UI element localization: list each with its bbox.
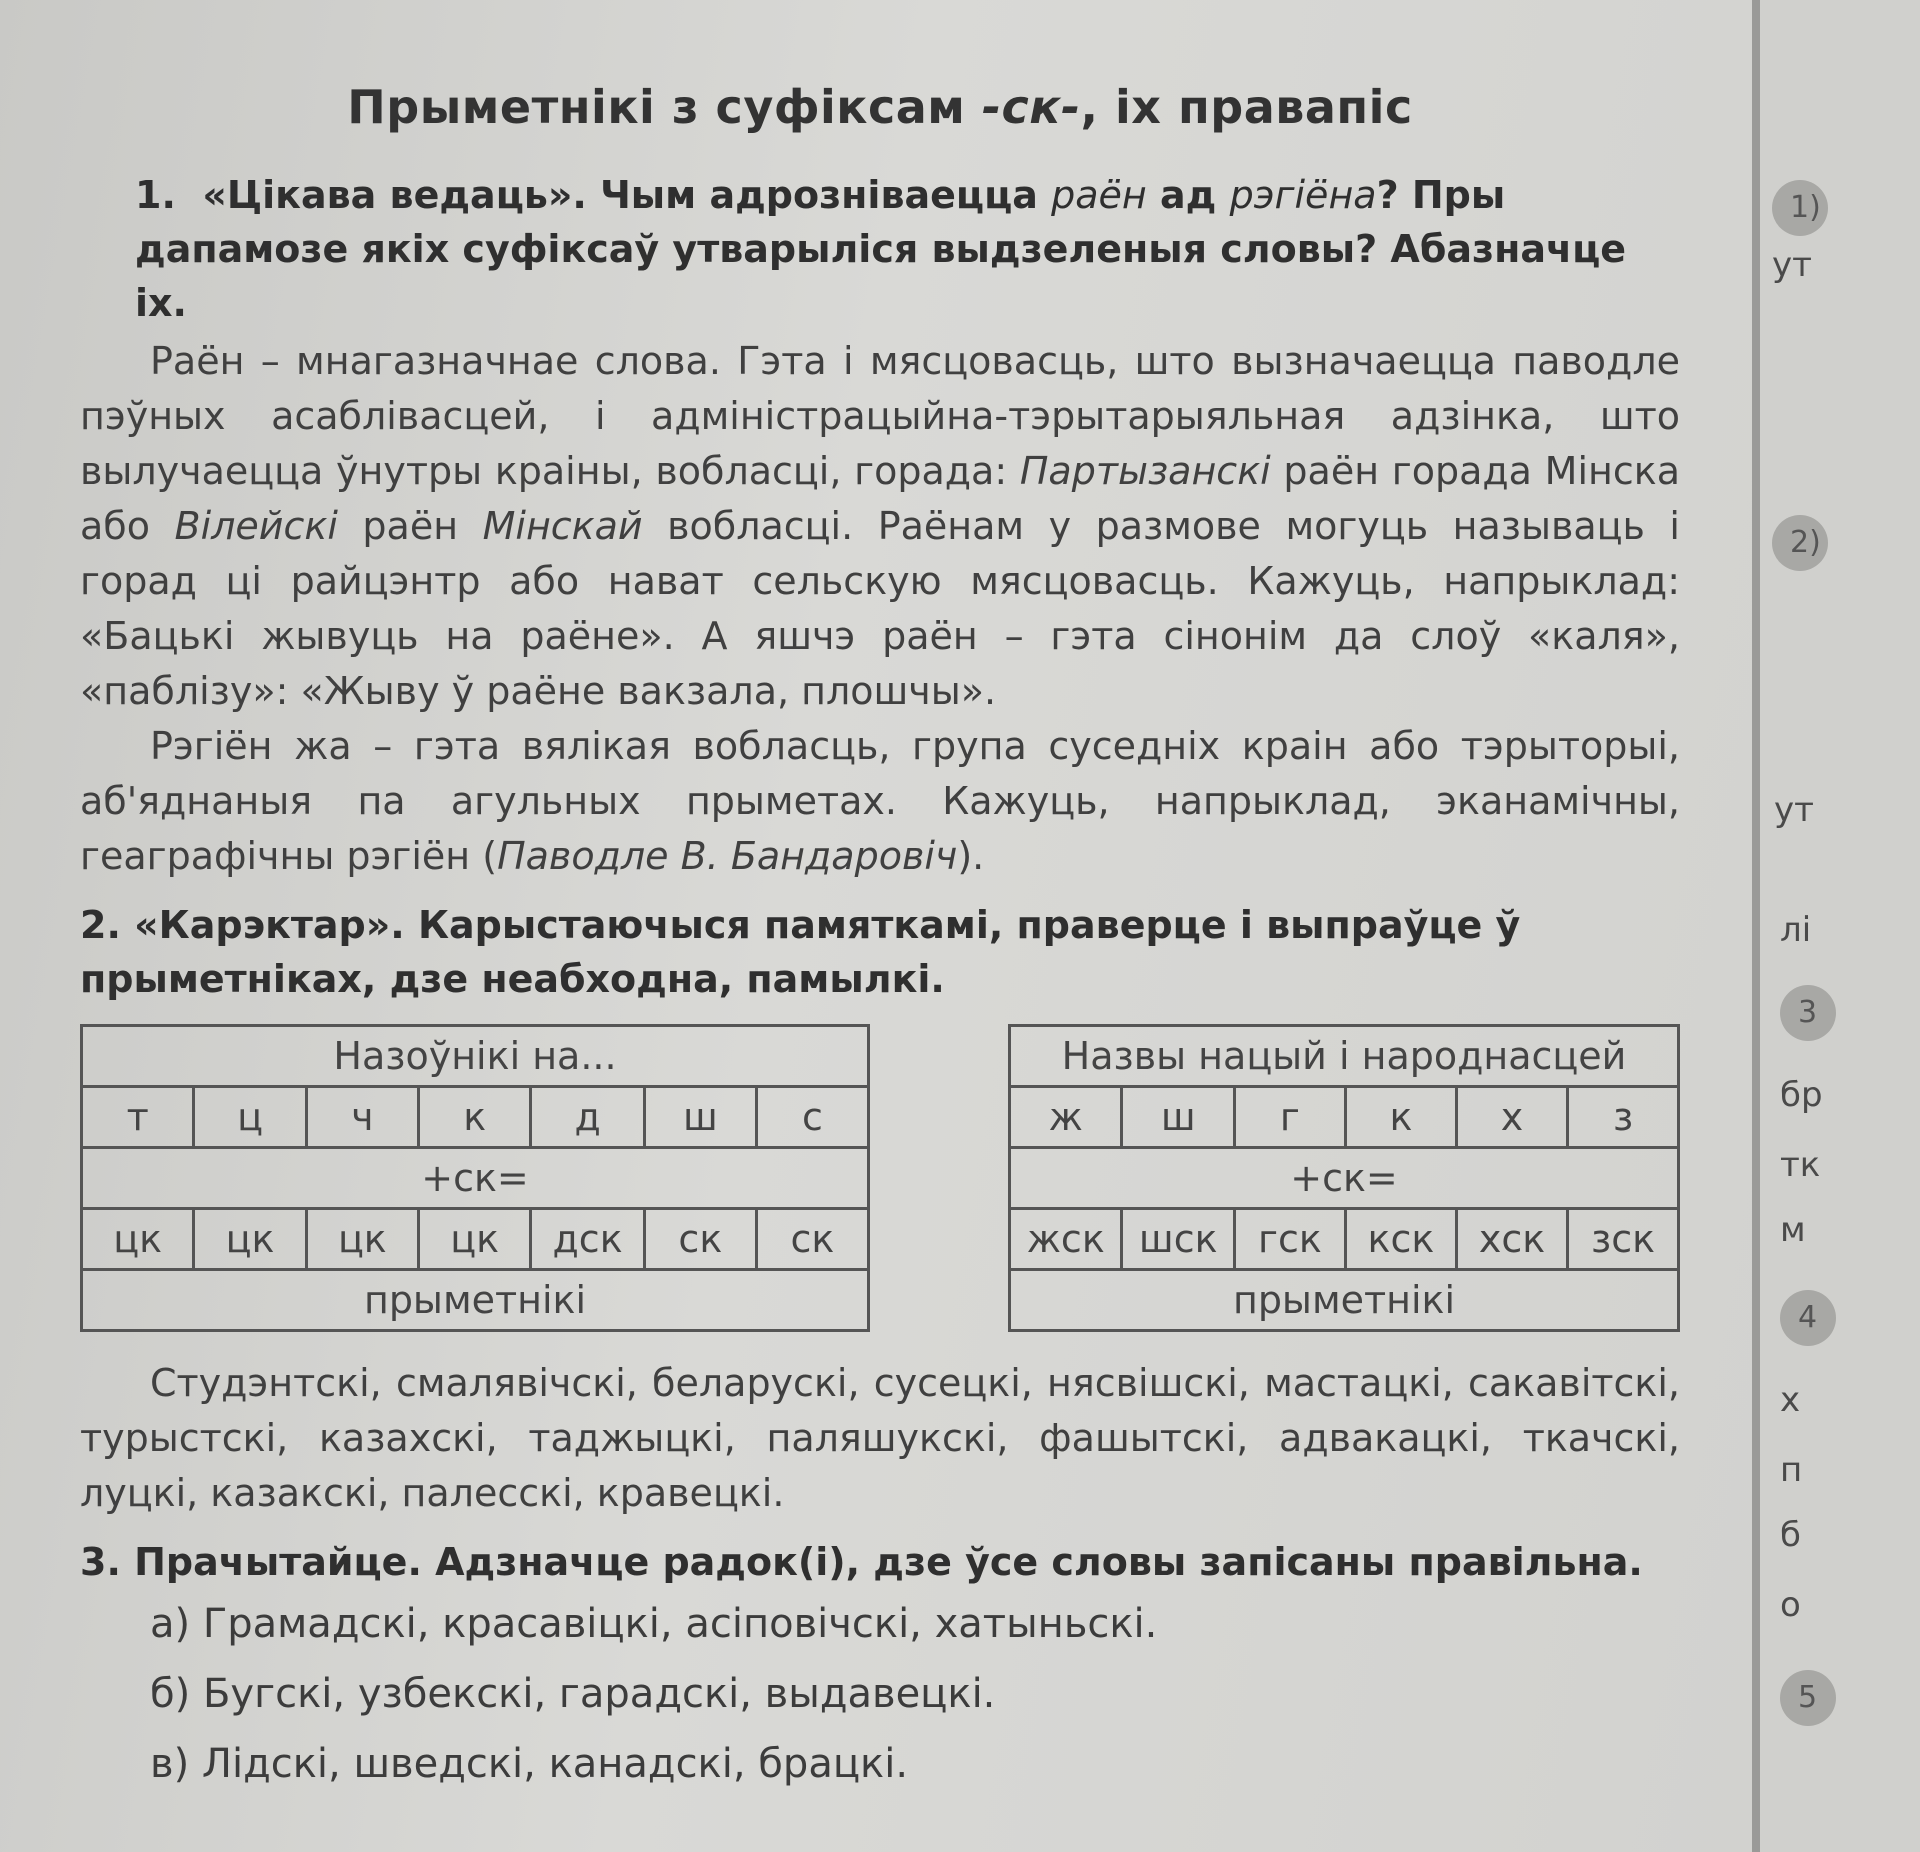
table2-result: кск — [1345, 1209, 1456, 1270]
page-spine — [1752, 0, 1760, 1852]
table2-footer: прыметнікі — [1010, 1270, 1679, 1331]
task-1-paragraph-2: Рэгіён жа – гэта вялікая вобласць, група суседніх краін або тэрыторыі, аб'яднаныя па агульных прыметах. Кажуць, напрыклад, эканамічны, геаграфічны рэгіён (Паводле В. Бандаровіч). — [80, 724, 1680, 878]
table1-result: цк — [419, 1209, 531, 1270]
np-number-badge: 2) — [1772, 515, 1828, 571]
table2-result: хск — [1457, 1209, 1568, 1270]
table2-result: шск — [1122, 1209, 1235, 1270]
task-3-options — [150, 1589, 1680, 1799]
table2-letter: ш — [1122, 1087, 1235, 1148]
np-text: п — [1780, 1450, 1803, 1490]
table1-footer: прыметнікі — [82, 1270, 869, 1331]
np-number-badge: 3 — [1780, 985, 1836, 1041]
table1-letter: ч — [306, 1087, 418, 1148]
np-text: бр — [1780, 1075, 1823, 1115]
option-b: б) Бугскі, узбекскі, гарадскі, выдавецкі. — [150, 1671, 996, 1717]
table1-header: Назоўнікі на... — [82, 1026, 869, 1087]
table2-result: жск — [1010, 1209, 1122, 1270]
task-2-instruction: 2. «Карэктар». Карыстаючыся памяткамі, праверце і выпраўце ў прыметніках, дзе неабходна, памылкі. — [80, 903, 1521, 1001]
task-2-word-list: Студэнтскі, смалявічскі, беларускі, сусецкі, нясвішскі, мастацкі, сакавітскі, турыстскі, казахскі, таджыцкі, паляшукскі, фашытскі, адвакацкі, ткачскі, луцкі, казакскі, палесскі, кравецкі. — [80, 1361, 1680, 1515]
table1-letter: т — [82, 1087, 194, 1148]
table1-result: цк — [82, 1209, 194, 1270]
np-text: х — [1780, 1380, 1801, 1420]
table1-result: цк — [306, 1209, 418, 1270]
task-1-instruction: 1. «Цікава ведаць». Чым адрозніваецца раён ад рэгіёна? Пры дапамозе якіх суфіксаў утварыліся выдзеленыя словы? Абазначце іх. — [135, 173, 1627, 325]
table1-result: ск — [756, 1209, 868, 1270]
table2-plus-suffix: +ск= — [1010, 1148, 1679, 1209]
table1-letter: ш — [644, 1087, 756, 1148]
table-nouns-suffix — [80, 1024, 870, 1332]
page-title: Прыметнікі з суфіксам -ск-, іх правапіс — [347, 80, 1413, 134]
table1-plus-suffix: +ск= — [82, 1148, 869, 1209]
np-text: тк — [1780, 1145, 1821, 1185]
np-number-badge: 1) — [1772, 180, 1828, 236]
adjacent-page-fragment — [1760, 0, 1920, 1852]
table1-letter: с — [756, 1087, 868, 1148]
table2-letter: х — [1457, 1087, 1568, 1148]
table1-letter: ц — [194, 1087, 306, 1148]
table2-letter: з — [1568, 1087, 1679, 1148]
suffix-tables — [80, 1024, 1680, 1332]
table2-letter: ж — [1010, 1087, 1122, 1148]
option-a: а) Грамадскі, красавіцкі, асіповічскі, хатыньскі. — [150, 1601, 1158, 1647]
option-v: в) Лідскі, шведскі, канадскі, брацкі. — [150, 1741, 909, 1787]
table1-result: дск — [531, 1209, 644, 1270]
table2-result: зск — [1568, 1209, 1679, 1270]
table1-letter: д — [531, 1087, 644, 1148]
table-nations-suffix — [1008, 1024, 1680, 1332]
np-text: лі — [1780, 910, 1812, 950]
table2-letter: к — [1345, 1087, 1456, 1148]
np-text: б — [1780, 1515, 1801, 1555]
table2-header: Назвы нацый і народнасцей — [1010, 1026, 1679, 1087]
task-1-paragraph-1: Раён – мнагазначнае слова. Гэта і мясцовасць, што вызначаецца паводле пэўных асаблівасцей, і адміністрацыйна-тэрытарыяльная адзінка, што вылучаецца ўнутры краіны, вобласці, горада: Партызанскі раён горада Мінска або Вілейскі раён Мінскай вобласці. Раёнам у размове могуць называць і горад ці райцэнтр або нават сельскую мясцовасць. Кажуць, напрыклад: «Бацькі жывуць на раёне». А яшчэ раён – гэта сінонім да слоў «каля», «паблізу»: «Жыву ў раёне вакзала, плошчы». — [80, 339, 1680, 713]
page-content — [80, 80, 1680, 1799]
table1-result: ск — [644, 1209, 756, 1270]
table2-letter: г — [1235, 1087, 1346, 1148]
np-text: ут — [1772, 245, 1812, 285]
table1-letter: к — [419, 1087, 531, 1148]
np-number-badge: 5 — [1780, 1670, 1836, 1726]
table1-result: цк — [194, 1209, 306, 1270]
table2-result: гск — [1235, 1209, 1346, 1270]
np-text: о — [1780, 1585, 1801, 1625]
np-text: м — [1780, 1210, 1806, 1250]
np-text: ут — [1774, 790, 1814, 830]
task-3-instruction: 3. Прачытайце. Адзначце радок(і), дзе ўсе словы запісаны правільна. — [80, 1540, 1643, 1584]
np-number-badge: 4 — [1780, 1290, 1836, 1346]
